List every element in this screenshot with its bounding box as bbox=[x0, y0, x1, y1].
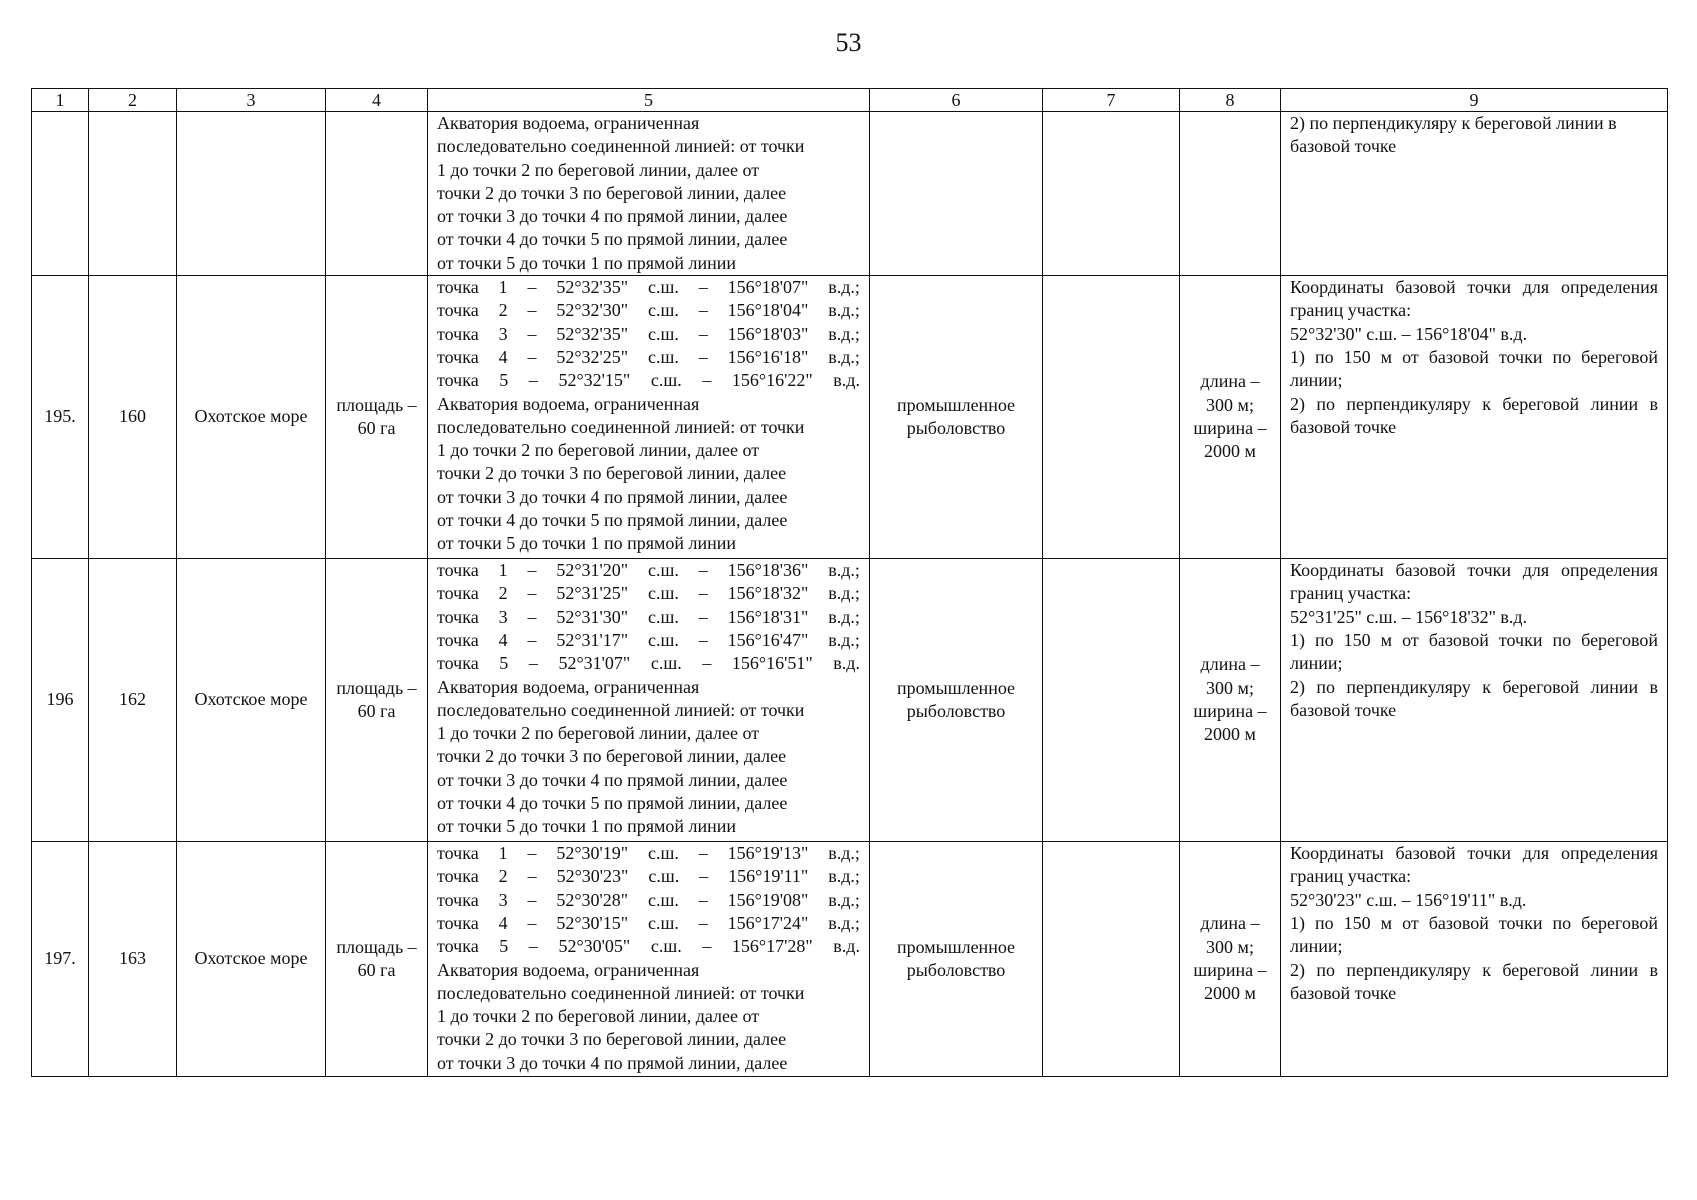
description-line: последовательно соединенной линией: от точки bbox=[437, 982, 805, 1003]
column-header: 3 bbox=[177, 89, 326, 112]
coordinate-token: 52°31'25" bbox=[556, 583, 629, 604]
note-line: Координаты базовой точки для определения границ участка: bbox=[1290, 843, 1658, 887]
coordinate-token: 156°16'51" bbox=[731, 653, 813, 674]
description-line: 1 до точки 2 по береговой линии, далее от bbox=[437, 723, 760, 744]
coordinate-token: 5 bbox=[499, 936, 509, 957]
coordinate-token: – bbox=[702, 370, 712, 391]
column-header: 6 bbox=[870, 89, 1043, 112]
coordinate-token: 52°32'30" bbox=[556, 300, 629, 321]
coordinate-token: с.ш. bbox=[647, 560, 679, 581]
coordinate-token: – bbox=[699, 866, 709, 887]
coordinate-token: – bbox=[527, 560, 537, 581]
coordinate-token: – bbox=[698, 277, 708, 298]
description-line: от точки 5 до точки 1 по прямой линии bbox=[437, 533, 737, 554]
coordinate-token: 156°19'11" bbox=[728, 866, 809, 887]
coordinate-token: 156°17'24" bbox=[727, 912, 809, 933]
coordinate-token: 52°32'35" bbox=[556, 323, 629, 344]
empty-cell bbox=[32, 112, 89, 276]
description-line: от точки 3 до точки 4 по прямой линии, далее bbox=[437, 769, 788, 790]
coordinate-line bbox=[437, 559, 860, 582]
coordinate-token: в.д.; bbox=[828, 912, 860, 933]
description-line: точки 2 до точки 3 по береговой линии, далее bbox=[437, 182, 787, 203]
coordinate-token: в.д.; bbox=[828, 889, 860, 910]
description-line: 1 до точки 2 по береговой линии, далее от bbox=[437, 440, 760, 461]
coordinate-token: 2 bbox=[498, 300, 508, 321]
coordinate-token: – bbox=[702, 936, 712, 957]
fishing-areas-table bbox=[31, 88, 1668, 1077]
coordinate-token: с.ш. bbox=[650, 370, 682, 391]
coordinate-line bbox=[437, 912, 860, 935]
coordinate-token: 52°30'28" bbox=[556, 889, 629, 910]
coordinate-token: 1 bbox=[498, 560, 508, 581]
coordinate-token: точка bbox=[437, 912, 479, 933]
empty-cell bbox=[1043, 842, 1180, 1077]
coordinate-token: – bbox=[698, 629, 708, 650]
coordinate-line bbox=[437, 606, 860, 629]
table-row bbox=[32, 842, 1668, 1077]
description-line: последовательно соединенной линией: от точки bbox=[437, 136, 805, 157]
area-cell: площадь – 60 га bbox=[326, 842, 428, 1077]
table-row bbox=[32, 276, 1668, 559]
coordinate-token: 3 bbox=[498, 606, 508, 627]
description-line: Акватория водоема, ограниченная bbox=[437, 393, 700, 414]
coordinate-token: точка bbox=[437, 346, 479, 367]
note-line: 52°32'30" с.ш. – 156°18'04" в.д. bbox=[1290, 323, 1528, 344]
coordinate-line bbox=[437, 323, 860, 346]
coordinate-token: – bbox=[527, 629, 537, 650]
coordinate-token: 156°18'36" bbox=[727, 560, 809, 581]
coordinate-token: точка bbox=[437, 370, 479, 391]
empty-cell bbox=[177, 112, 326, 276]
coordinate-token: в.д. bbox=[833, 653, 860, 674]
coordinate-token: – bbox=[698, 560, 708, 581]
coordinate-token: в.д.; bbox=[828, 629, 860, 650]
dimensions-cell: длина – 300 м; ширина – 2000 м bbox=[1180, 276, 1281, 559]
column-header: 1 bbox=[32, 89, 89, 112]
coordinate-token: точка bbox=[437, 606, 479, 627]
table-row bbox=[32, 559, 1668, 842]
coordinate-token: 52°31'17" bbox=[556, 629, 629, 650]
coordinate-token: в.д.; bbox=[828, 346, 860, 367]
coordinate-token: точка bbox=[437, 583, 479, 604]
coordinate-token: с.ш. bbox=[647, 912, 679, 933]
coordinate-token: в.д. bbox=[833, 370, 860, 391]
description-line: последовательно соединенной линией: от точки bbox=[437, 699, 805, 720]
row-number-cell: 197. bbox=[32, 842, 89, 1077]
coordinate-token: 52°32'35" bbox=[556, 277, 629, 298]
note-line: 2) по перпендикуляру к береговой линии в базовой точке bbox=[1290, 959, 1658, 1003]
fishing-type-cell: промышленное рыболовство bbox=[870, 842, 1043, 1077]
coordinate-token: 52°30'15" bbox=[556, 912, 629, 933]
coordinate-token: 156°16'18" bbox=[727, 346, 809, 367]
empty-cell bbox=[326, 112, 428, 276]
empty-cell bbox=[89, 112, 177, 276]
coordinate-token: – bbox=[698, 346, 708, 367]
coordinate-token: – bbox=[702, 653, 712, 674]
coordinate-token: точка bbox=[437, 866, 479, 887]
description-line: Акватория водоема, ограниченная bbox=[437, 959, 700, 980]
coordinate-token: – bbox=[528, 370, 538, 391]
coordinate-line bbox=[437, 299, 860, 322]
coordinate-token: 52°30'23" bbox=[556, 866, 629, 887]
coordinate-token: – bbox=[528, 936, 538, 957]
coordinate-token: – bbox=[698, 889, 708, 910]
boundary-description-cell bbox=[428, 842, 870, 1077]
coordinate-line bbox=[437, 652, 860, 675]
row-number-cell: 195. bbox=[32, 276, 89, 559]
coordinate-token: точка bbox=[437, 653, 479, 674]
area-cell: площадь – 60 га bbox=[326, 276, 428, 559]
description-line: Акватория водоема, ограниченная bbox=[437, 676, 700, 697]
coordinate-token: 5 bbox=[499, 653, 509, 674]
coordinate-token: 1 bbox=[498, 277, 508, 298]
coordinate-token: точка bbox=[437, 889, 479, 910]
coordinate-token: 156°19'08" bbox=[727, 889, 809, 910]
description-line: точки 2 до точки 3 по береговой линии, далее bbox=[437, 746, 787, 767]
description-line: точки 2 до точки 3 по береговой линии, далее bbox=[437, 463, 787, 484]
dimensions-cell: длина – 300 м; ширина – 2000 м bbox=[1180, 559, 1281, 842]
coordinate-token: – bbox=[528, 653, 538, 674]
coordinate-token: с.ш. bbox=[648, 866, 680, 887]
column-header: 7 bbox=[1043, 89, 1180, 112]
fishing-type-cell: промышленное рыболовство bbox=[870, 559, 1043, 842]
note-line: 2) по перпендикуляру к береговой линии в базовой точке bbox=[1290, 393, 1658, 437]
coordinate-token: с.ш. bbox=[647, 583, 679, 604]
coordinate-token: 156°16'47" bbox=[727, 629, 809, 650]
description-line: точки 2 до точки 3 по береговой линии, далее bbox=[437, 1029, 787, 1050]
coordinate-token: – bbox=[527, 889, 537, 910]
notes-cell bbox=[1281, 276, 1668, 559]
note-line: 1) по 150 м от базовой точки по береговой линии; bbox=[1290, 346, 1658, 391]
coordinate-token: с.ш. bbox=[647, 346, 679, 367]
empty-cell bbox=[1043, 112, 1180, 276]
boundary-description-cell bbox=[428, 276, 870, 559]
coordinate-token: в.д.; bbox=[828, 300, 860, 321]
coordinate-token: с.ш. bbox=[647, 277, 679, 298]
coordinate-line bbox=[437, 369, 860, 392]
note-line: 1) по 150 м от базовой точки по береговой линии; bbox=[1290, 629, 1658, 674]
coordinate-token: 1 bbox=[498, 843, 508, 864]
coordinate-token: – bbox=[698, 300, 708, 321]
coordinate-token: в.д.; bbox=[828, 323, 860, 344]
coordinate-token: – bbox=[527, 323, 537, 344]
plot-number-cell: 160 bbox=[89, 276, 177, 559]
coordinate-token: с.ш. bbox=[647, 300, 679, 321]
note-line: Координаты базовой точки для определения границ участка: bbox=[1290, 277, 1658, 321]
coordinate-token: точка bbox=[437, 936, 479, 957]
coordinate-line bbox=[437, 346, 860, 369]
coordinate-token: точка bbox=[437, 560, 479, 581]
coordinate-line bbox=[437, 582, 860, 605]
coordinate-token: точка bbox=[437, 277, 479, 298]
boundary-description-cell bbox=[428, 559, 870, 842]
coordinate-token: 52°32'25" bbox=[556, 346, 629, 367]
note-line: Координаты базовой точки для определения границ участка: bbox=[1290, 560, 1658, 604]
coordinate-token: точка bbox=[437, 323, 479, 344]
coordinate-token: – bbox=[527, 912, 537, 933]
coordinate-token: с.ш. bbox=[650, 936, 682, 957]
empty-cell bbox=[870, 112, 1043, 276]
coordinate-token: 52°30'05" bbox=[558, 936, 631, 957]
coordinate-token: 3 bbox=[498, 889, 508, 910]
empty-cell bbox=[1043, 559, 1180, 842]
coordinate-token: – bbox=[527, 583, 537, 604]
column-header: 4 bbox=[326, 89, 428, 112]
notes-cell bbox=[1281, 559, 1668, 842]
coordinate-token: 156°18'04" bbox=[727, 300, 809, 321]
area-cell: площадь – 60 га bbox=[326, 559, 428, 842]
coordinate-token: с.ш. bbox=[647, 843, 679, 864]
page-number: 53 bbox=[835, 28, 862, 57]
coordinate-token: в.д.; bbox=[828, 606, 860, 627]
fishing-type-cell: промышленное рыболовство bbox=[870, 276, 1043, 559]
coordinate-token: в.д.; bbox=[828, 277, 860, 298]
coordinate-line bbox=[437, 629, 860, 652]
coordinate-token: 156°19'13" bbox=[727, 843, 809, 864]
column-number-header-row bbox=[32, 89, 1668, 112]
description-line: от точки 3 до точки 4 по прямой линии, далее bbox=[437, 486, 788, 507]
coordinate-line bbox=[437, 889, 860, 912]
coordinate-token: с.ш. bbox=[647, 629, 679, 650]
coordinate-token: – bbox=[698, 843, 708, 864]
coordinate-token: 4 bbox=[498, 912, 508, 933]
coordinate-token: с.ш. bbox=[650, 653, 682, 674]
coordinate-token: 4 bbox=[498, 629, 508, 650]
description-line: от точки 4 до точки 5 по прямой линии, далее bbox=[437, 229, 788, 250]
empty-cell bbox=[1043, 276, 1180, 559]
note-line: 1) по 150 м от базовой точки по береговой линии; bbox=[1290, 912, 1658, 957]
notes-cell: 2) по перпендикуляру к береговой линии в базовой точке bbox=[1281, 112, 1668, 276]
description-line: от точки 5 до точки 1 по прямой линии bbox=[437, 252, 737, 273]
coordinate-token: с.ш. bbox=[647, 889, 679, 910]
description-line: 1 до точки 2 по береговой линии, далее от bbox=[437, 1006, 760, 1027]
coordinate-token: 156°18'07" bbox=[727, 277, 809, 298]
description-line: от точки 3 до точки 4 по прямой линии, далее bbox=[437, 1052, 788, 1073]
coordinate-token: 156°18'03" bbox=[727, 323, 809, 344]
description-line: от точки 5 до точки 1 по прямой линии bbox=[437, 816, 737, 837]
coordinate-line bbox=[437, 276, 860, 299]
coordinate-token: 52°31'20" bbox=[556, 560, 629, 581]
note-line: 2) по перпендикуляру к береговой линии в базовой точке bbox=[1290, 676, 1658, 720]
coordinate-token: – bbox=[698, 912, 708, 933]
plot-number-cell: 163 bbox=[89, 842, 177, 1077]
coordinate-token: в.д.; bbox=[828, 560, 860, 581]
coordinate-token: 156°17'28" bbox=[731, 936, 813, 957]
coordinate-token: – bbox=[698, 583, 708, 604]
coordinate-token: в.д.; bbox=[828, 866, 860, 887]
note-line: 52°30'23" с.ш. – 156°19'11" в.д. bbox=[1290, 889, 1527, 910]
coordinate-token: точка bbox=[437, 300, 479, 321]
column-header: 2 bbox=[89, 89, 177, 112]
description-line: Акватория водоема, ограниченная bbox=[437, 113, 700, 133]
coordinate-token: 2 bbox=[498, 583, 508, 604]
coordinate-token: 4 bbox=[498, 346, 508, 367]
note-line: 52°31'25" с.ш. – 156°18'32" в.д. bbox=[1290, 606, 1528, 627]
coordinate-token: точка bbox=[437, 629, 479, 650]
table-row-continuation bbox=[32, 112, 1668, 276]
description-line: от точки 4 до точки 5 по прямой линии, далее bbox=[437, 793, 788, 814]
coordinate-token: с.ш. bbox=[647, 606, 679, 627]
coordinate-token: – bbox=[527, 606, 537, 627]
empty-cell bbox=[1180, 112, 1281, 276]
coordinate-line bbox=[437, 865, 860, 888]
water-body-cell: Охотское море bbox=[177, 276, 326, 559]
column-header: 8 bbox=[1180, 89, 1281, 112]
description-line: 1 до точки 2 по береговой линии, далее от bbox=[437, 159, 760, 180]
column-header: 9 bbox=[1281, 89, 1668, 112]
plot-number-cell: 162 bbox=[89, 559, 177, 842]
notes-cell bbox=[1281, 842, 1668, 1077]
boundary-description-cell bbox=[428, 112, 870, 276]
description-line: последовательно соединенной линией: от точки bbox=[437, 416, 805, 437]
water-body-cell: Охотское море bbox=[177, 559, 326, 842]
coordinate-line bbox=[437, 935, 860, 958]
column-header: 5 bbox=[428, 89, 870, 112]
coordinate-token: – bbox=[698, 606, 708, 627]
coordinate-token: 156°18'32" bbox=[727, 583, 809, 604]
coordinate-token: 156°18'31" bbox=[727, 606, 809, 627]
coordinate-token: 52°32'15" bbox=[558, 370, 631, 391]
coordinate-token: – bbox=[527, 346, 537, 367]
coordinate-token: 52°31'30" bbox=[556, 606, 629, 627]
coordinate-token: в.д. bbox=[833, 936, 860, 957]
coordinate-token: 5 bbox=[499, 370, 509, 391]
coordinate-token: 156°16'22" bbox=[731, 370, 813, 391]
coordinate-token: – bbox=[527, 277, 537, 298]
coordinate-token: – bbox=[698, 323, 708, 344]
description-line: от точки 3 до точки 4 по прямой линии, далее bbox=[437, 206, 788, 227]
description-line: от точки 4 до точки 5 по прямой линии, далее bbox=[437, 510, 788, 531]
coordinate-token: в.д.; bbox=[828, 583, 860, 604]
coordinate-token: – bbox=[527, 843, 537, 864]
coordinate-token: 52°31'07" bbox=[558, 653, 631, 674]
water-body-cell: Охотское море bbox=[177, 842, 326, 1077]
coordinate-token: точка bbox=[437, 843, 479, 864]
coordinate-line bbox=[437, 842, 860, 865]
coordinate-token: – bbox=[527, 300, 537, 321]
coordinate-token: с.ш. bbox=[647, 323, 679, 344]
coordinate-token: – bbox=[527, 866, 537, 887]
coordinate-token: 3 bbox=[498, 323, 508, 344]
coordinate-token: 52°30'19" bbox=[556, 843, 629, 864]
row-number-cell: 196 bbox=[32, 559, 89, 842]
coordinate-token: 2 bbox=[498, 866, 508, 887]
coordinate-token: в.д.; bbox=[828, 843, 860, 864]
dimensions-cell: длина – 300 м; ширина – 2000 м bbox=[1180, 842, 1281, 1077]
